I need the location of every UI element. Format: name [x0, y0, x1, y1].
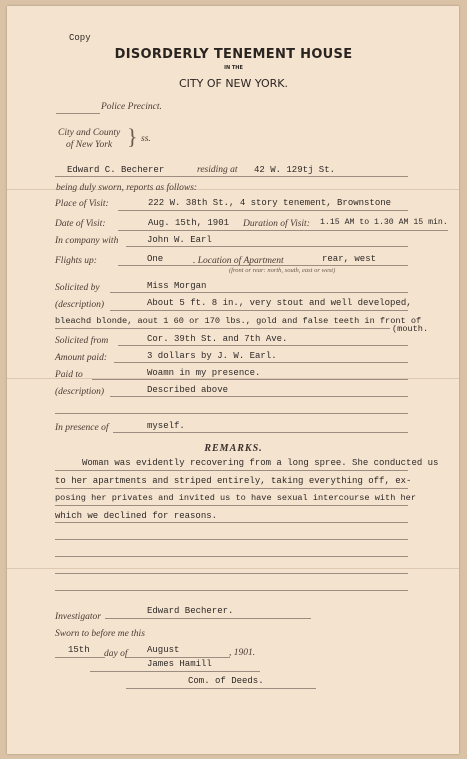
paid-to-value: Woamn in my presence.: [147, 368, 261, 378]
rule-line: [55, 505, 408, 506]
remarks-heading: REMARKS.: [204, 443, 263, 454]
rule-line: [55, 522, 408, 523]
remarks-line: posing her privates and invited us to have sexual intercourse with her: [55, 493, 416, 503]
place-value: 222 W. 38th St., 4 story tenement, Brownstone: [148, 198, 392, 208]
rule-line: [55, 573, 408, 574]
description-line: [55, 328, 390, 329]
copy-label: Copy: [69, 33, 91, 43]
description-line: [110, 310, 408, 311]
rule-line: [55, 590, 408, 591]
reporter-address: 42 W. 129tj St.: [254, 165, 336, 175]
investigator-label: Investigator: [55, 612, 101, 622]
solicited-by-value: Miss Morgan: [147, 281, 207, 291]
solicited-from-label: Solicited from: [55, 336, 109, 346]
description-label: (description): [55, 300, 105, 310]
description2-value: Described above: [147, 385, 229, 395]
description2-label: (description): [55, 387, 105, 397]
county-brace: }: [127, 124, 138, 149]
apartment-label: . Location of Apartment: [193, 256, 284, 266]
flights-line: [118, 265, 408, 266]
paid-to-label: Paid to: [55, 370, 83, 380]
reporter-name: Edward C. Becherer: [67, 165, 165, 175]
reporter-line: [55, 176, 408, 177]
paid-to-line: [92, 379, 408, 380]
flights-label: Flights up:: [55, 256, 97, 266]
page-title: DISORDERLY TENEMENT HOUSE: [114, 47, 353, 62]
presence-label: In presence of: [55, 423, 109, 433]
flights-value: One: [147, 254, 164, 264]
description2-line: [110, 396, 408, 397]
sworn-statement: being duly sworn, reports as follows:: [56, 183, 198, 193]
document-sheet: [7, 6, 459, 754]
place-label: Place of Visit:: [55, 199, 109, 209]
precinct-label: Police Precinct.: [101, 102, 162, 112]
date-line: [118, 230, 448, 231]
commissioner-title: Com. of Deeds.: [188, 676, 264, 686]
county-line1: City and County: [58, 128, 121, 138]
company-label: In company with: [55, 236, 119, 246]
description-line1: About 5 ft. 8 in., very stout and well developed,: [147, 298, 412, 308]
solicited-from-line: [118, 345, 408, 346]
presence-value: myself.: [147, 421, 185, 431]
company-value: John W. Earl: [147, 235, 212, 245]
presence-line: [113, 432, 408, 433]
residing-label: residing at: [197, 165, 238, 175]
sworn-month-line: [126, 657, 230, 658]
county-ss: ss.: [141, 134, 151, 144]
sworn-month-value: August: [147, 645, 180, 655]
rule-line: [55, 539, 408, 540]
date-label: Date of Visit:: [55, 219, 106, 229]
blank-line: [55, 413, 408, 414]
amount-value: 3 dollars by J. W. Earl.: [147, 351, 277, 361]
rule-line: [55, 470, 408, 471]
sworn-day-line: [55, 657, 105, 658]
sworn-year: , 1901.: [229, 648, 256, 658]
duration-label: Duration of Visit:: [243, 219, 310, 229]
rule-line: [55, 488, 408, 489]
subtitle-in-the: IN THE: [224, 65, 243, 71]
solicited-by-line: [110, 292, 408, 293]
investigator-value: Edward Becherer.: [147, 606, 234, 616]
sworn-day-label: day of: [104, 649, 128, 659]
rule-line: [55, 556, 408, 557]
apartment-note: (front or rear: north, south, east or west): [229, 267, 336, 274]
description-line2: bleachd blonde, aout 1 60 or 170 lbs., gold and false teeth in front of: [55, 316, 422, 326]
description-line2-tail: (mouth.: [392, 324, 429, 334]
amount-line: [114, 362, 408, 363]
commissioner-name: James Hamill: [147, 659, 212, 669]
amount-label: Amount paid:: [55, 353, 107, 363]
sworn-before-label: Sworn to before me this: [55, 629, 145, 639]
place-line: [118, 210, 408, 211]
duration-value: 1.15 AM to 1.30 AM 15 min.: [320, 218, 448, 227]
sworn-day-value: 15th: [68, 645, 90, 655]
solicited-by-label: Solicited by: [55, 283, 100, 293]
city-heading: CITY OF NEW YORK.: [178, 77, 289, 90]
title-line: [126, 688, 316, 689]
solicited-from-value: Cor. 39th St. and 7th Ave.: [147, 334, 288, 344]
county-line2: of New York: [66, 140, 113, 150]
investigator-line: [105, 618, 311, 619]
apartment-value: rear, west: [322, 254, 377, 264]
commissioner-line: [90, 671, 260, 672]
company-line: [126, 246, 408, 247]
fold-line: [7, 568, 459, 569]
date-value: Aug. 15th, 1901: [148, 218, 230, 228]
precinct-line: [56, 113, 100, 114]
remarks-line: Woman was evidently recovering from a long spree. She conducted us: [82, 458, 439, 468]
remarks-line: to her apartments and striped entirely, taking everything off, ex-: [55, 476, 412, 486]
remarks-line: which we declined for reasons.: [55, 511, 218, 521]
